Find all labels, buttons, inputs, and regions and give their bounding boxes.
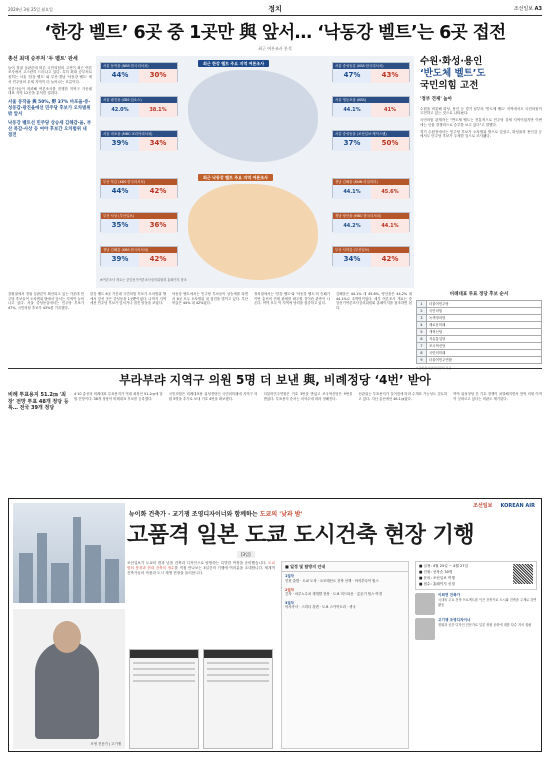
body-column: 한강 벨트 6곳 가운데 국민의힘 후보가 오차범위 밖에서 앞선 곳은 중성동을 1곳뿐이었다. 나머지 지역에선 민주당 후보가 앞서거나 접전 양상을 보였다. — [90, 292, 166, 306]
travel-advertisement — [8, 498, 542, 752]
lead-highlight: 서울 동작을 與 50%, 野 37% 마포을·중·성동갑·광진을에선 민주당 후보가 오차범위 밖 앞서 — [8, 100, 91, 117]
district-card: 서울 동작을 (NBS·한국리서치) 44% 30% — [100, 62, 178, 82]
main-headline: ‘한강 벨트’ 6곳 중 1곳만 與 앞서… ‘낙동강 벨트’는 6곳 접전 — [44, 23, 506, 43]
row-number: 8 — [417, 350, 427, 357]
ppp-value: 42% — [139, 185, 177, 199]
table-row — [417, 315, 542, 322]
ppp-value: 45.6% — [371, 185, 409, 199]
district-card: 서울 중성동갑 (KBS·한국리서치) 47% 43% — [332, 62, 410, 82]
table-row — [417, 308, 542, 315]
headline-sub: 최근 여론조사 분석 — [258, 46, 292, 51]
body-column: 김해을은 44.1% 대 45.6%, 양산을은 44.2% 대 44.1%로 초박빙이었다. 세부 여론조사 개요는 중앙선거여론조사심의위원회 홈페이지를 참조하면 된다. — [336, 292, 412, 310]
ppp-value: 38.1% — [139, 103, 177, 117]
party-name: 개혁신당 — [427, 329, 542, 336]
dem-value: 44.2% — [333, 219, 371, 233]
table-title: 비례대표 투표 정당 후보 순서 — [449, 292, 509, 297]
body-column: 낙동강 벨트에서는 민주당 후보들이 상승세를 타면서 6곳 모두 오차범위 내 접전을 벌이고 있다. 부산 북갑은 44% 대 42%였다. — [172, 292, 248, 306]
dem-value: 44.1% — [333, 185, 371, 199]
district-card: 경남 양산을 (MBC·한국리서치) 44.2% 44.1% — [332, 212, 410, 232]
body-column: 더불어민주연합은 기호 3번을 받았고 조국혁신당은 9번을 받았다. 투표용지 순서는 의석수에 따라 정해진다. — [263, 392, 353, 401]
ppp-value: 43% — [371, 69, 409, 83]
masthead-right — [402, 6, 542, 13]
party-name: 자유통일당 — [427, 336, 542, 343]
day-label: 1일차 — [285, 574, 294, 579]
ballot-order-table — [416, 292, 542, 370]
day-label: 3일차 — [285, 600, 294, 605]
story2-subhead: 비례 투표용지 51.2㎝ '최장' 전망 투표 48개 정당 등록… 전국 39개 정당 — [8, 392, 69, 411]
seoul-map-shape — [188, 70, 318, 162]
building-shape — [19, 553, 33, 603]
body-column: 선관위는 투표용지가 길어짐에 따라 수개표 가능성도 검토하고 있다. 지난 총선에선 48.1㎝였다. — [358, 392, 448, 401]
nakdong-title: 최근 낙동강 벨트 주요 지역 여론조사 — [198, 174, 273, 181]
ppp-value: 44.1% — [371, 219, 409, 233]
photo-caption: 조영 전문가 | 고기쟁 — [90, 742, 121, 747]
dem-value: 34% — [333, 253, 371, 267]
dem-value: 44% — [101, 69, 139, 83]
ppp-value: 34% — [139, 137, 177, 151]
district-card: 경남 김해갑 (KBS·한국리서치) 39% 42% — [100, 246, 178, 266]
ppp-value: 50% — [371, 137, 409, 151]
schedule-panel — [281, 561, 409, 749]
schedule-day — [282, 599, 408, 612]
korean-air-logo: KOREAN AIR — [500, 503, 535, 509]
person-head — [53, 621, 81, 653]
table-row — [417, 343, 542, 350]
dem-value: 39% — [101, 137, 139, 151]
district-card: 부산 사하갑 (부산일보) 34% 42% — [332, 246, 410, 266]
profile-card: 고기쟁 조영디자이너 정원과 공간 디자인 전문가로 일본 정원 문화에 대한 다수 저서 집필 — [415, 618, 537, 640]
schedule-day — [282, 572, 408, 585]
right-paragraph: 경기 수원정에서는 민주당 후보가 오차범위 밖으로 앞섰고, 화성을과 용인갑 등에서도 민주당 후보가 우세한 것으로 조사됐다. — [420, 129, 542, 139]
right-paragraph: 국민의힘 관계자는 "반도체 벨트는 전통적으로 민주당 강세 지역이었지만 이번에는 인물 경쟁력으로 승부를 보고 있다"고 말했다. — [420, 118, 542, 127]
ppp-value: 30% — [139, 69, 177, 83]
info-panel — [415, 561, 537, 749]
book-cover — [203, 649, 273, 749]
body-column: 강원권에서 정권 심판론이 확산되고 있는 가운데 민주당 후보들이 오차범위 밖에서 앞서는 지역이 늘어나고 있다. 서울 중성동갑에서는 민주당 후보가 47%, 국민의힘 후보가 43%를 기록했다. — [8, 292, 84, 310]
party-name: 국민의미래 — [427, 350, 542, 357]
party-name: 더불어민주당 — [427, 301, 542, 308]
dem-value: 42.0% — [101, 103, 139, 117]
row-number: 7 — [417, 343, 427, 350]
schedule-day — [282, 586, 408, 599]
lead-highlight: 낙동강 벨트선 민주당 상승세 김해갑·을, 부산 북갑·사상 등 여야 후보간 오차범위 내 접전 — [8, 121, 92, 138]
tokyo-skyline-image — [13, 503, 125, 603]
presenter-photo — [13, 609, 125, 749]
ppp-value: 42% — [371, 253, 409, 267]
lead-paragraph: 언론사들이 의뢰해 여론조사를 진행한 지역구 가운데 대표 지역 12곳을 분석한 결과다. — [8, 86, 92, 96]
dem-value: 35% — [101, 219, 139, 233]
right-subhead: '정부 견제' 높아 — [420, 96, 452, 102]
table-row — [417, 357, 542, 364]
profile-photo — [415, 593, 435, 615]
dem-value: 44% — [101, 185, 139, 199]
district-card: 서울 영등포을 (KBS) 44.1% 41% — [332, 96, 410, 116]
ad-kicker: 뉴이화 건축가 · 교기쟁 조영디자이너와 함께하는 도쿄의 '낮과 밤' — [129, 511, 303, 518]
row-number: 2 — [417, 308, 427, 315]
busan-map-shape — [188, 184, 318, 280]
ad-duration-tag: [3일] — [237, 551, 255, 558]
building-shape — [105, 559, 119, 603]
day-label: 2일차 — [285, 587, 294, 592]
story2-headline: 부라부랴 지역구 의원 5명 더 보낸 與, 비례정당 ‘4번’ 받아 — [119, 373, 431, 387]
profile-photo — [415, 618, 435, 640]
body-column: 4·10 총선의 비례대표 투표용지가 역대 최장인 51.2㎝에 달할 전망이다. 38개 정당이 비례대표 후보를 등록했다. — [74, 392, 163, 401]
body-column: 국민의힘은 비례대표용 위성정당인 국민의미래에 지역구 의원 5명을 추가로 보내 기호 4번을 확보했다. — [168, 392, 258, 401]
row-number: 6 — [417, 336, 427, 343]
lead-paragraph: 늘어 정권 심판론에 따른 국민의힘의 고전이 최근 여론조사에서 고스란히 드러나고 있다. 특히 최대 승부처로 꼽히는 서울 '한강 벨트' 와 부산·경남 '낙동강 벨트' 에서 민주당의 우세 지역이 더 늘어나는 흐름이다. — [8, 65, 92, 84]
day-text: 인천 출발 · 도쿄 도착 · 오모테산도 건축 산책 · 아자부다이 힐스 — [285, 578, 379, 583]
dem-value: 44.1% — [333, 103, 371, 117]
district-card: 서울 중성동을 (조선일보·케이스탯) 37% 50% — [332, 130, 410, 150]
chosun-logo: 조선일보 — [473, 503, 493, 509]
info-box: ■ 일정: 4월 25일 ~ 4월 27일 ■ 인원: 선착순 30명 ■ 문의: 조선일보 여행 ■ 접수: 홈페이지 신청 — [415, 561, 537, 590]
page-number: A3 — [534, 6, 542, 13]
row-number: 9 — [417, 357, 427, 364]
row-number: 4 — [417, 322, 427, 329]
lead-column — [8, 56, 92, 141]
right-column — [420, 56, 542, 141]
section-divider — [8, 368, 542, 369]
body-column: 정치권에서는 '한강 벨트'와 '낙동강 벨트'의 승패가 이번 총선의 전체 판세를 좌우할 것이란 관측이 나온다. 여야 모두 이 지역에 당력을 집중하고 있다. — [254, 292, 330, 306]
day-text: 긴자 · 마루노우치 재개발 현장 · 도쿄 미드타운 · 롯폰기 힐스 야경 — [285, 592, 382, 597]
row-number: 1 — [417, 301, 427, 308]
day-text: 아사쿠사 · 스미다 강변 · 도쿄 스카이트리 · 귀국 — [285, 605, 356, 610]
schedule-title: ■ 일정 및 탐방지 안내 — [282, 562, 408, 572]
party-name: 새로운미래 — [427, 322, 542, 329]
body-column: 여야 위성정당 간 기호 경쟁이 치열해지면서 현역 의원 이적이 잇따르고 있다는 비판도 제기된다. — [453, 392, 542, 401]
paper-name: 조선일보 — [513, 6, 534, 13]
table-row — [417, 350, 542, 357]
building-shape — [85, 545, 101, 603]
party-table — [416, 300, 542, 364]
map-note: ※여론조사 개요는 중앙선거여론조사심의위원회 홈페이지 참조 — [100, 278, 187, 282]
ad-intro: 조선일보가 도쿄의 밤과 낮을 건축과 디자인으로 탐방하는 특별한 여정을 준비했습니다. 도쿄 밤의 풍경과 현대 건축의 정수를 직접 만나보는 3일간의 기행에 여러분을 초대합니다. 세계적 건축가들의 작품과 도시 재생 현장을 둘러봅니다. — [127, 561, 276, 575]
table-row — [417, 329, 542, 336]
building-shape — [73, 517, 81, 603]
article-body — [8, 292, 412, 364]
ppp-value: 42% — [139, 253, 177, 267]
masthead — [8, 4, 542, 16]
poll-map-infographic — [96, 56, 414, 288]
book-images — [129, 649, 273, 749]
han-river-title: 최근 한강 벨트 주요 지역 여론조사 — [198, 60, 269, 67]
dem-value: 37% — [333, 137, 371, 151]
right-paragraph: 수원을 비롯해 화성, 용인 등 경기 남부의 '반도체 벨트' 지역에서도 국민의힘이 고전하고 있는 것으로 나타났다. — [420, 106, 542, 116]
building-shape — [37, 533, 47, 603]
lead-title: 총선 최대 승부처 '두 벨트' 판세 — [8, 56, 78, 62]
building-shape — [51, 563, 69, 603]
ad-logos — [473, 503, 535, 510]
masthead-date: 2024년 3월 25일 월요일 — [8, 6, 53, 12]
row-number: 3 — [417, 315, 427, 322]
dem-value: 39% — [101, 253, 139, 267]
district-card: 서울 마포을 (MBC·코리아리서치) 39% 34% — [100, 130, 178, 150]
district-card: 부산 사상 (부산일보) 35% 36% — [100, 212, 178, 232]
profile-card: 이회연 건축가 국내외 주요 건축 프로젝트를 이끈 건축가로 도시와 건축을 주제로 강연 활동 — [415, 593, 537, 615]
row-number: 5 — [417, 329, 427, 336]
ppp-value: 41% — [371, 103, 409, 117]
right-headline: 수원·화성·용인 ‘반도체 벨트’도 국민의힘 고전 — [420, 56, 486, 91]
district-card: 서울 광진을 (SBS·입소스) 42.0% 38.1% — [100, 96, 178, 116]
district-card: 부산 북갑 (KBS·한국리서치) 44% 42% — [100, 178, 178, 198]
person-silhouette — [35, 641, 99, 739]
section-name: 정치 — [268, 4, 282, 13]
dem-value: 47% — [333, 69, 371, 83]
ad-title: 고품격 일본 도쿄 도시건축 현장 기행 — [127, 523, 475, 548]
party-name: 국민의힘 — [427, 308, 542, 315]
table-row — [417, 336, 542, 343]
party-name: 녹색정의당 — [427, 315, 542, 322]
ppp-value: 36% — [139, 219, 177, 233]
table-row — [417, 301, 542, 308]
party-name: 조국혁신당 — [427, 343, 542, 350]
story2-body — [74, 392, 542, 492]
qr-code-icon[interactable] — [513, 564, 533, 584]
book-cover — [129, 649, 199, 749]
table-row — [417, 322, 542, 329]
party-name: 더불어민주연합 — [427, 357, 542, 364]
district-card: 경남 김해을 (KNN·리얼미터) 44.1% 45.6% — [332, 178, 410, 198]
